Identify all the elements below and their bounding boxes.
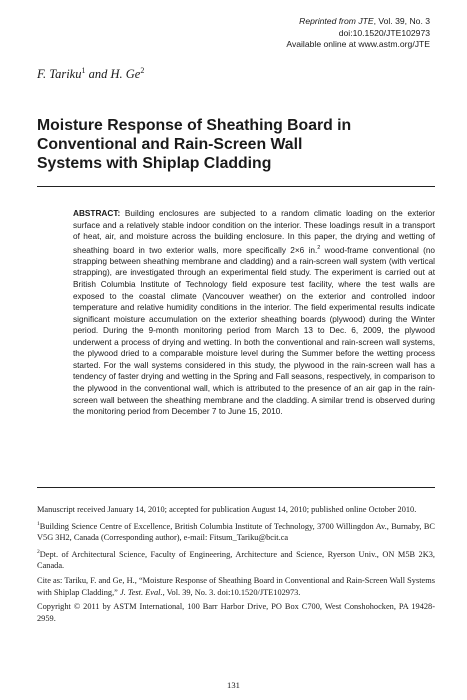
title-line: Systems with Shiplap Cladding <box>37 155 272 172</box>
citation-note <box>37 575 435 598</box>
copyright-notice: Copyright © 2011 by ASTM International, 100 Barr Harbor Drive, PO Box C700, West Conshohocken, PA 19428-2959. <box>37 602 435 623</box>
footnote-2-mark: 2 <box>37 549 40 555</box>
author-conjunction: and <box>85 67 111 82</box>
abstract-superscript: 2 <box>317 244 321 251</box>
page-number: 131 <box>227 680 240 690</box>
author-2-footnote-mark: 2 <box>140 66 145 75</box>
journal-abbrev: JTE <box>358 16 374 26</box>
author-ge: H. Ge <box>110 67 141 82</box>
footnote-1-text: Building Science Centre of Excellence, British Columbia Institute of Technology, 3700 Willingdon Av., Burnaby, BC V5G 3H2, Canada (Corresponding author), e-mail: Fitsum_Tariku@bcit.ca <box>37 521 435 543</box>
citation-journal: J. Test. Eval. <box>119 587 163 597</box>
citation-text: Cite as: Tariku, F. and Ge, H., “Moisture Response of Sheathing Board in Conventional and Rain-Screen Wall Systems with Shiplap Cladding,” <box>37 576 435 597</box>
abstract-text-continued: wood-frame conventional (no strapping between sheathing membrane and cladding) and a rain-screen wall system (with vertical strapping), are investigated through an experimental field study. The experiment is carried out at British Columbia Institute of Technology field exposure test facility, where the test walls are exposed to the coastal climate (Vancouver weather) on the exterior and controlled indoor temperature and relative humidity conditions in the interior. The field experimental results indicate significant moisture accumulation on the exterior sheathing boards (plywood) during the Winter period. During the 9-month monitoring period from March 13 to Dec. 6, 2009, the plywood underwent a process of drying and wetting. In both the conventional and rain-screen wall systems, the plywood dried to a comparable moisture level during the Summer before the wetting process started. For the wall systems considered in this study, the plywood in the rain-screen wall has a tendency of faster drying and wetting in the Spring and Fall seasons, respectively, in comparison to the plywood in the conventional wall, which is attributed to the presence of an air gap in the rain-screen wall between the sheathing membrane and the cladding. A similar trend is observed during the monitoring period from December 7 to June 15, 2010. <box>73 245 435 417</box>
footnote-1 <box>37 519 435 544</box>
author-tariku: F. Tariku <box>37 67 82 82</box>
footnote-2-text: Dept. of Architectural Science, Faculty of Engineering, Architecture and Science, Ryerson Univ., ON M5B 2K3, Canada. <box>37 549 435 571</box>
reprint-citation <box>170 16 430 28</box>
title-line: Moisture Response of Sheathing Board in <box>37 117 352 134</box>
title-rule <box>37 186 435 187</box>
abstract-text: Building enclosures are subjected to a random climatic loading on the exterior surface and a relatively stable indoor condition on the interior. These loadings result in a transport of heat, air, and moisture across the building enclosure. In this paper, the drying and wetting of sheathing board in two exterior walls, more specifically 2×6 in. <box>73 209 435 255</box>
author-1-footnote-mark: 1 <box>81 66 86 75</box>
volume-issue: , Vol. 39, No. 3 <box>373 16 430 26</box>
footnote-1-mark: 1 <box>37 520 40 527</box>
abstract-label: ABSTRACT: <box>73 209 121 218</box>
reprint-prefix: Reprinted from <box>299 16 359 26</box>
citation-volume: , Vol. 39, No. 3. doi:10.1520/JTE102973. <box>162 587 301 597</box>
online-availability: Available online at www.astm.org/JTE <box>286 39 430 50</box>
authors <box>37 66 144 82</box>
abstract <box>73 208 435 418</box>
footnotes <box>37 504 435 628</box>
manuscript-history: Manuscript received January 14, 2010; accepted for publication August 14, 2010; published online October 2010. <box>37 505 417 514</box>
reprint-header <box>170 16 430 51</box>
title-line: Conventional and Rain-Screen Wall <box>37 136 303 153</box>
doi-line: doi:10.1520/JTE102973 <box>338 27 430 38</box>
abstract-rule <box>37 487 435 488</box>
footnote-2 <box>37 547 435 572</box>
paper-title <box>37 116 437 173</box>
